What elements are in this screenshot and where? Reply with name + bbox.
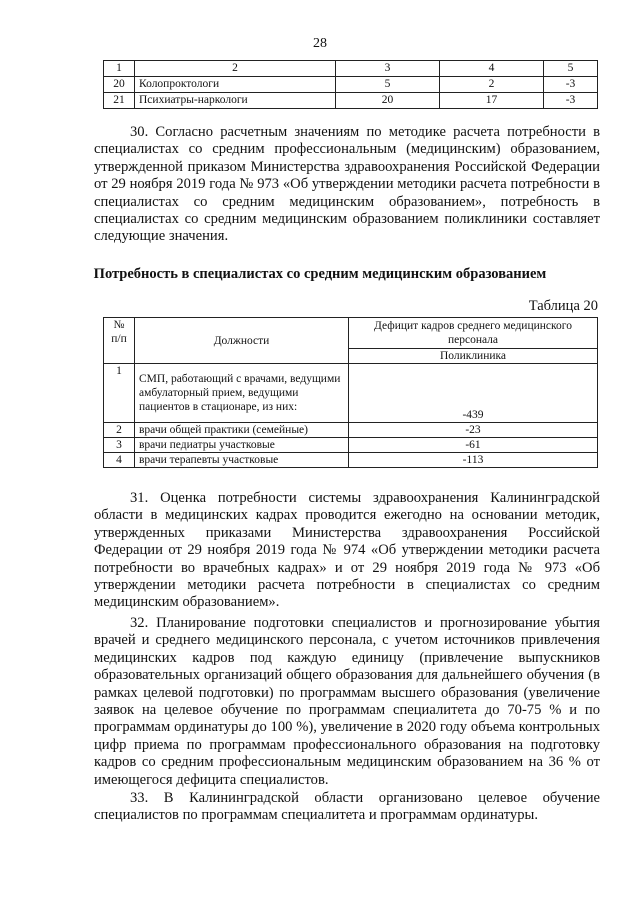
row-value: -23: [349, 423, 598, 438]
row-number: 4: [104, 453, 135, 468]
row-value: 17: [440, 93, 544, 109]
table-header-row: [104, 318, 598, 349]
row-position: врачи педиатры участковые: [135, 438, 349, 453]
row-value: 20: [336, 93, 440, 109]
row-number: 1: [104, 364, 135, 423]
paragraph-32: [94, 615, 600, 789]
row-value: -3: [544, 77, 598, 93]
section-heading: Потребность в специалистах со средним медицинским образованием: [93, 266, 547, 282]
header-position: Должности: [135, 318, 349, 364]
header-clinic: Поликлиника: [349, 349, 598, 364]
row-value: -61: [349, 438, 598, 453]
header-cell: 2: [135, 61, 336, 77]
table-header-row: [104, 61, 598, 77]
deficit-table: [103, 317, 598, 468]
row-position: врачи общей практики (семейные): [135, 423, 349, 438]
header-number: № п/п: [104, 318, 135, 364]
table-row: [104, 438, 598, 453]
row-number: 2: [104, 423, 135, 438]
table-caption: Таблица 20: [528, 298, 598, 314]
page-number: 28: [313, 36, 327, 51]
header-cell: 5: [544, 61, 598, 77]
table-row: [104, 77, 598, 93]
row-value: -439: [349, 364, 598, 423]
paragraph-30: [94, 124, 600, 246]
paragraph-text: 33. В Калининградской области организовано целевое обучение специалистов по программам специалитета и программам ординатуры.: [94, 790, 600, 824]
row-position: врачи терапевты участковые: [135, 453, 349, 468]
row-value: 5: [336, 77, 440, 93]
paragraph-33: [94, 790, 600, 825]
table-continued: [103, 60, 598, 109]
row-value: -3: [544, 93, 598, 109]
row-value: 2: [440, 77, 544, 93]
row-number: 20: [104, 77, 135, 93]
paragraph-text: 31. Оценка потребности системы здравоохранения Калининградской области в медицинских кадрах проводится ежегодно на основании методик, утвержденных приказами Министерства здравоохранения Российской Федерации от 29 ноября 2019 года № 974 «Об утверждении методики расчета потребности во врачебных кадрах» и от 29 ноября 2019 года № 973 «Об утверждении методики расчета потребности в специалистах со средним медицинским образованием».: [94, 490, 600, 611]
row-number: 21: [104, 93, 135, 109]
table-row: [104, 364, 598, 423]
paragraph-text: 30. Согласно расчетным значениям по методике расчета потребности в специалистах со средним профессиональным (медицинским) образованием, утвержденной приказом Министерства здравоохранения Российской Федерации от 29 ноября 2019 года № 973 «Об утверждении методики расчета потребности в специалистах со средним медицинским образованием», потребность в специалистах со средним медицинским образованием поликлиники составляет следующие значения.: [94, 124, 600, 245]
row-value: -113: [349, 453, 598, 468]
row-position: СМП, работающий с врачами, ведущими амбулаторный прием, ведущими пациентов в стационаре, из них:: [135, 364, 349, 423]
table-row: [104, 453, 598, 468]
row-number: 3: [104, 438, 135, 453]
header-cell: 3: [336, 61, 440, 77]
paragraph-text: 32. Планирование подготовки специалистов и прогнозирование убытия врачей и среднего медицинского персонала, с учетом источников привлечения медицинских кадров под каждую единицу (привлечение выпускников образовательных организаций общего образования для дальнейшего обучения (в рамках целевой подготовки) по программам высшего образования (увеличение заявок на целевое обучение по программам специалитета до 70-75 % и по программам ординатуры до 100 %), увеличение в 2020 году объема контрольных цифр приема по программам профессионального образования на подготовку кадров со средним профессиональным медицинским образованием на 36 % от имеющегося дефицита специалистов.: [94, 615, 600, 788]
table-row: [104, 423, 598, 438]
row-specialty: Колопроктологи: [135, 77, 336, 93]
table-row: [104, 93, 598, 109]
header-cell: 1: [104, 61, 135, 77]
header-deficit: Дефицит кадров среднего медицинского персонала: [349, 318, 598, 349]
row-specialty: Психиатры-наркологи: [135, 93, 336, 109]
paragraph-31: [94, 490, 600, 612]
header-cell: 4: [440, 61, 544, 77]
